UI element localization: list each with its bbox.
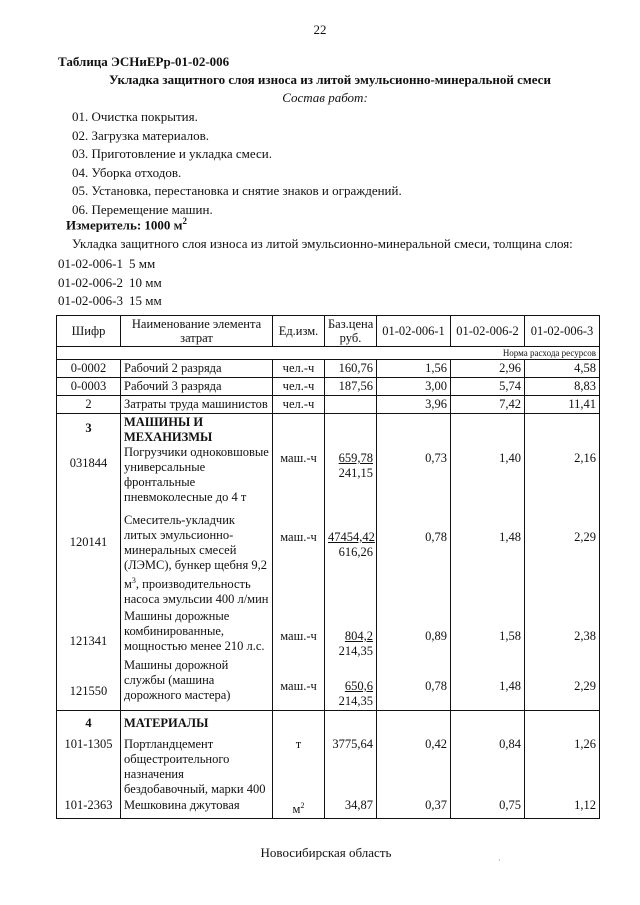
section-v3-cell: [525, 711, 600, 819]
row-value-3: 11,41: [525, 396, 600, 414]
section-code: 4: [85, 716, 92, 730]
item-code: 101-2363: [64, 798, 113, 812]
code-id: 01-02-006-2: [58, 274, 123, 290]
item-value-1: 0,89: [425, 629, 447, 643]
row-value-2: 7,42: [451, 396, 525, 414]
row-name: Затраты труда машинистов: [121, 396, 273, 414]
section-prices-cell: [325, 711, 377, 819]
item-name-tail: , производительность насоса эмульсии 400 л/мин: [124, 577, 269, 607]
item-unit-sup: 2: [300, 801, 305, 810]
code-value: 5 мм: [129, 256, 156, 271]
table-row: [57, 378, 600, 396]
row-value-1: 1,56: [377, 360, 451, 378]
table-header-row: [57, 316, 600, 347]
table-row: [57, 360, 600, 378]
table-row: [57, 396, 600, 414]
header-price: Баз.цена руб.: [325, 316, 377, 347]
item-price: 3775,64: [332, 737, 373, 751]
item-value-3: 2,38: [574, 629, 596, 643]
work-item: 04. Уборка отходов.: [72, 164, 182, 180]
section-names-cell: [121, 414, 273, 711]
item-value-1: 0,37: [425, 798, 447, 812]
work-item: 02. Загрузка материалов.: [72, 127, 209, 143]
item-value-1: 0,78: [425, 530, 447, 544]
row-value-1: 3,00: [377, 378, 451, 396]
section-machines: [57, 414, 600, 711]
section-codes-cell: [57, 711, 121, 819]
row-price: 160,76: [325, 360, 377, 378]
item-value-3: 1,26: [574, 737, 596, 751]
row-value-3: 8,83: [525, 378, 600, 396]
item-value-2: 1,40: [499, 451, 521, 465]
section-codes-cell: [57, 414, 121, 711]
item-unit: маш.-ч: [280, 451, 317, 465]
section-v2-cell: [451, 711, 525, 819]
item-name: Погрузчики одноковшовые универсальные фронтальные пневмоколесные до 4 т: [124, 445, 269, 504]
item-value-1: 0,42: [425, 737, 447, 751]
measure-sup: 2: [182, 216, 188, 226]
item-price-main: 47454,42: [328, 530, 375, 544]
section-materials: [57, 711, 600, 819]
section-v3-cell: [525, 414, 600, 711]
measure-unit: [66, 216, 187, 233]
item-code: 121550: [69, 684, 108, 698]
row-price: [325, 396, 377, 414]
section-names-cell: [121, 711, 273, 819]
item-price-main: 659,78: [338, 451, 373, 465]
item-code: 031844: [69, 456, 108, 470]
section-v1-cell: [377, 414, 451, 711]
item-value-2: 1,58: [499, 629, 521, 643]
intro-text: Укладка защитного слоя износа из литой эмульсионно-минеральной смеси, толщина слоя:: [72, 236, 573, 251]
item-value-2: 1,48: [499, 679, 521, 693]
section-title: МАТЕРИАЛЫ: [124, 716, 209, 730]
work-item: 05. Установка, перестановка и снятие знаков и ограждений.: [72, 183, 402, 198]
section-v1-cell: [377, 711, 451, 819]
row-value-1: 3,96: [377, 396, 451, 414]
table-subtitle: Укладка защитного слоя износа из литой эмульсионно-минеральной смеси: [109, 72, 551, 87]
item-unit: м: [292, 802, 301, 817]
item-name-sup: 3: [131, 576, 136, 585]
section-units-cell: [273, 711, 325, 819]
item-value-2: 0,75: [499, 798, 521, 812]
item-price-sub: 241,15: [338, 466, 373, 480]
item-name: Портландцемент общестроительного назначения бездобавочный, марки 400: [124, 737, 266, 796]
row-code: 0-0002: [57, 360, 121, 378]
item-price-main: 804,2: [344, 629, 373, 643]
row-unit: чел.-ч: [273, 360, 325, 378]
item-unit-block: [276, 798, 321, 817]
item-price-main: 650,6: [344, 679, 373, 693]
measure-label: Измеритель: 1000 м: [66, 217, 183, 233]
row-name: Рабочий 2 разряда: [121, 360, 273, 378]
item-name: Мешковина джутовая: [124, 798, 240, 812]
item-value-3: 2,29: [574, 679, 596, 693]
code-value: 15 мм: [129, 293, 162, 308]
header-code: Шифр: [57, 316, 121, 347]
item-unit: маш.-ч: [280, 679, 317, 693]
row-name: Рабочий 3 разряда: [121, 378, 273, 396]
header-col1: 01-02-006-1: [377, 316, 451, 347]
item-name: Машины дорожной службы (машина дорожного мастера): [124, 658, 231, 703]
norm-caption: Норма расхода ресурсов: [57, 347, 600, 360]
code-list: [58, 255, 162, 311]
item-name: Смеситель-укладчик литых эмульсионно-минеральных смесей (ЛЭМС), бункер щебня 9,2 м: [124, 513, 267, 592]
row-value-2: 2,96: [451, 360, 525, 378]
item-value-1: 0,73: [425, 451, 447, 465]
item-price-sub: 616,26: [338, 545, 373, 559]
item-name-block: [124, 513, 269, 607]
row-value-3: 4,58: [525, 360, 600, 378]
norm-caption-row: [57, 347, 600, 360]
header-col3: 01-02-006-3: [525, 316, 600, 347]
page-number: 22: [313, 22, 327, 37]
work-item: 03. Приготовление и укладка смеси.: [72, 146, 272, 161]
item-code: 120141: [69, 535, 108, 549]
item-code: 121341: [69, 634, 108, 648]
footer-region: Новосибирская область: [260, 845, 392, 860]
header-unit: Ед.изм.: [273, 316, 325, 347]
code-id: 01-02-006-3: [58, 293, 123, 308]
item-unit: маш.-ч: [280, 629, 317, 643]
item-name: Машины дорожные комбинированные, мощностью менее 210 л.с.: [124, 609, 265, 654]
code-id: 01-02-006-1: [58, 256, 123, 271]
item-price-sub: 214,35: [338, 644, 373, 658]
composition-label: Состав работ:: [282, 90, 368, 105]
section-code: 3: [85, 421, 92, 435]
item-code: 101-1305: [64, 737, 113, 751]
code-item: [58, 274, 162, 293]
scan-speck: ·: [498, 856, 501, 865]
item-value-2: 0,84: [499, 737, 521, 751]
code-item: [58, 255, 162, 274]
header-col2: 01-02-006-2: [451, 316, 525, 347]
resource-norm-table: [56, 315, 600, 819]
work-item: 06. Перемещение машин.: [72, 201, 213, 217]
item-price: 34,87: [344, 798, 373, 812]
item-value-2: 1,48: [499, 530, 521, 544]
item-price-sub: 214,35: [338, 694, 373, 708]
item-unit: т: [295, 737, 302, 751]
section-title: МАШИНЫ И МЕХАНИЗМЫ: [124, 415, 213, 444]
row-value-2: 5,74: [451, 378, 525, 396]
row-code: 2: [57, 396, 121, 414]
item-value-3: 1,12: [574, 798, 596, 812]
code-item: [58, 292, 162, 311]
item-value-3: 2,29: [574, 530, 596, 544]
code-value: 10 мм: [129, 274, 162, 290]
item-unit: маш.-ч: [280, 530, 317, 544]
row-unit: чел.-ч: [273, 396, 325, 414]
row-unit: чел.-ч: [273, 378, 325, 396]
header-name: Наименование элемента затрат: [121, 316, 273, 347]
row-code: 0-0003: [57, 378, 121, 396]
table-title: Таблица ЭСНиЕРр-01-02-006: [58, 54, 230, 69]
section-prices-cell: [325, 414, 377, 711]
item-value-1: 0,78: [425, 679, 447, 693]
row-price: 187,56: [325, 378, 377, 396]
work-item: 01. Очистка покрытия.: [72, 109, 198, 124]
item-value-3: 2,16: [574, 451, 596, 465]
section-units-cell: [273, 414, 325, 711]
work-list: [72, 108, 402, 219]
section-v2-cell: [451, 414, 525, 711]
